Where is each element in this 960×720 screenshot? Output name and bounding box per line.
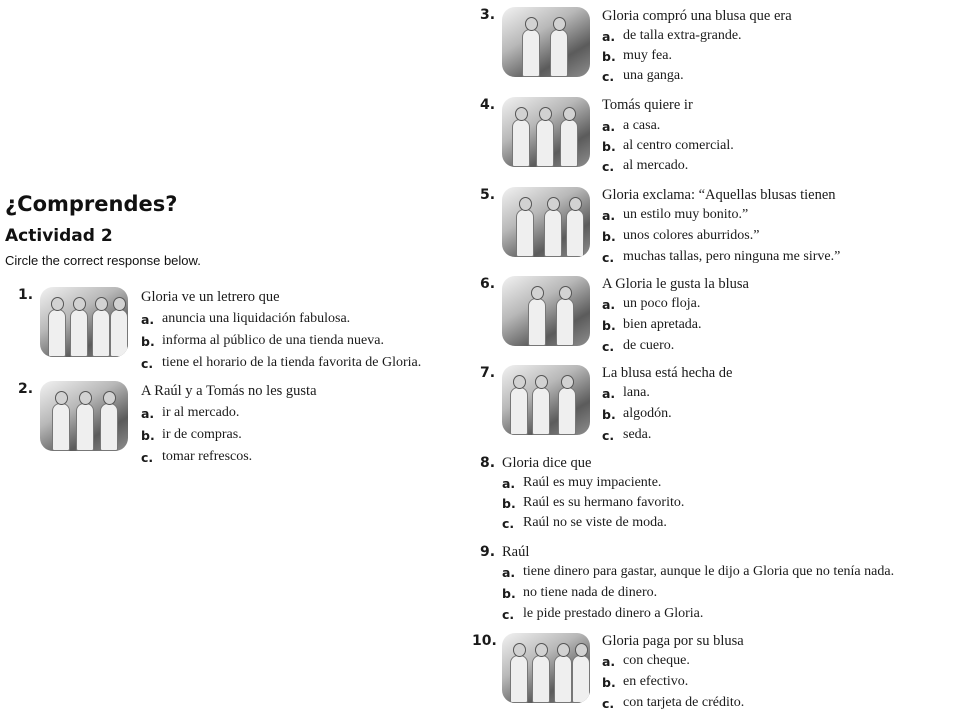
option-letter: c. — [602, 339, 615, 354]
question-number: 2. — [18, 381, 34, 397]
option-letter: b. — [502, 496, 516, 511]
question-stem: La blusa está hecha de — [602, 365, 733, 381]
person-figure — [550, 29, 568, 77]
question-stem: Raúl — [502, 544, 530, 560]
option-letter: a. — [141, 312, 155, 327]
option-text: lana. — [623, 385, 650, 400]
question-number: 3. — [480, 7, 496, 23]
option-text: al mercado. — [623, 158, 689, 173]
option-letter: a. — [602, 208, 616, 223]
person-figure — [110, 309, 128, 357]
option-letter: b. — [502, 586, 516, 601]
option-text: informa al público de una tienda nueva. — [162, 333, 384, 348]
activity-title: Actividad 2 — [5, 226, 113, 246]
option-letter: a. — [602, 386, 616, 401]
question-stem: Gloria dice que — [502, 455, 592, 471]
person-figure — [536, 119, 554, 167]
option-text: en efectivo. — [623, 674, 689, 689]
option-text: le pide prestado dinero a Gloria. — [523, 606, 704, 621]
instructions: Circle the correct response below. — [5, 253, 201, 268]
photo-cashier — [502, 633, 590, 703]
question-number: 8. — [480, 455, 496, 471]
person-figure — [544, 209, 562, 257]
person-figure — [48, 309, 66, 357]
person-figure — [522, 29, 540, 77]
option-text: con cheque. — [623, 653, 690, 668]
person-figure — [572, 655, 590, 703]
option-text: seda. — [623, 427, 652, 442]
photo-gloria-mirror — [502, 276, 590, 346]
person-figure — [566, 209, 584, 257]
option-text: una ganga. — [623, 68, 684, 83]
photo-mall — [502, 97, 590, 167]
option-text: muchas tallas, pero ninguna me sirve.” — [623, 249, 841, 264]
person-figure — [532, 387, 550, 435]
option-text: al centro comercial. — [623, 138, 734, 153]
person-figure — [100, 403, 118, 451]
question-number: 4. — [480, 97, 496, 113]
question-stem: Tomás quiere ir — [602, 97, 693, 113]
option-text: un estilo muy bonito.” — [623, 207, 749, 222]
option-letter: b. — [602, 407, 616, 422]
question-number: 9. — [480, 544, 496, 560]
option-text: algodón. — [623, 406, 672, 421]
person-figure — [510, 655, 528, 703]
option-letter: c. — [502, 516, 515, 531]
question-number: 6. — [480, 276, 496, 292]
person-figure — [516, 209, 534, 257]
photo-group — [40, 381, 128, 451]
option-text: bien apretada. — [623, 317, 702, 332]
person-figure — [558, 387, 576, 435]
option-letter: b. — [602, 229, 616, 244]
option-letter: a. — [141, 406, 155, 421]
option-text: con tarjeta de crédito. — [623, 695, 745, 710]
photo-store-rack — [502, 187, 590, 257]
option-letter: b. — [602, 49, 616, 64]
option-text: Raúl no se viste de moda. — [523, 515, 667, 530]
question-stem: Gloria compró una blusa que era — [602, 8, 792, 24]
question-number: 7. — [480, 365, 496, 381]
option-letter: b. — [141, 428, 155, 443]
option-text: unos colores aburridos.” — [623, 228, 760, 243]
option-letter: c. — [602, 696, 615, 711]
question-stem: A Gloria le gusta la blusa — [602, 276, 749, 292]
option-text: Raúl es muy impaciente. — [523, 475, 662, 490]
option-letter: b. — [141, 334, 155, 349]
question-stem: Gloria paga por su blusa — [602, 633, 744, 649]
option-text: tiene dinero para gastar, aunque le dijo a Gloria que no tenía nada. — [523, 564, 895, 579]
option-text: tomar refrescos. — [162, 449, 253, 464]
option-letter: c. — [602, 250, 615, 265]
option-text: a casa. — [623, 118, 661, 133]
person-figure — [76, 403, 94, 451]
question-number: 5. — [480, 187, 496, 203]
question-number: 10. — [472, 633, 497, 649]
option-text: tiene el horario de la tienda favorita de Gloria. — [162, 355, 422, 370]
option-text: ir de compras. — [162, 427, 242, 442]
person-figure — [512, 119, 530, 167]
option-letter: a. — [502, 476, 516, 491]
option-letter: c. — [602, 69, 615, 84]
option-letter: a. — [602, 29, 616, 44]
person-figure — [532, 655, 550, 703]
option-letter: c. — [502, 607, 515, 622]
person-figure — [560, 119, 578, 167]
option-letter: b. — [602, 675, 616, 690]
person-figure — [52, 403, 70, 451]
photo-shoppers — [40, 287, 128, 357]
option-letter: b. — [602, 318, 616, 333]
person-figure — [510, 387, 528, 435]
option-letter: c. — [141, 356, 154, 371]
option-letter: a. — [502, 565, 516, 580]
person-figure — [92, 309, 110, 357]
question-number: 1. — [18, 287, 34, 303]
option-letter: a. — [602, 297, 616, 312]
question-stem: Gloria exclama: “Aquellas blusas tienen — [602, 187, 836, 203]
option-text: de talla extra-grande. — [623, 28, 742, 43]
person-figure — [556, 298, 574, 346]
photo-fabric — [502, 365, 590, 435]
option-text: anuncia una liquidación fabulosa. — [162, 311, 351, 326]
question-stem: Gloria ve un letrero que — [141, 289, 280, 305]
option-letter: b. — [602, 139, 616, 154]
question-stem: A Raúl y a Tomás no les gusta — [141, 383, 317, 399]
option-text: un poco floja. — [623, 296, 701, 311]
option-text: muy fea. — [623, 48, 672, 63]
option-text: no tiene nada de dinero. — [523, 585, 658, 600]
option-letter: a. — [602, 119, 616, 134]
option-text: ir al mercado. — [162, 405, 240, 420]
option-letter: c. — [602, 428, 615, 443]
option-letter: c. — [602, 159, 615, 174]
person-figure — [70, 309, 88, 357]
option-text: de cuero. — [623, 338, 675, 353]
option-letter: a. — [602, 654, 616, 669]
person-figure — [528, 298, 546, 346]
page-title: ¿Comprendes? — [5, 192, 178, 216]
option-letter: c. — [141, 450, 154, 465]
option-text: Raúl es su hermano favorito. — [523, 495, 685, 510]
person-figure — [554, 655, 572, 703]
photo-gloria-blouse — [502, 7, 590, 77]
